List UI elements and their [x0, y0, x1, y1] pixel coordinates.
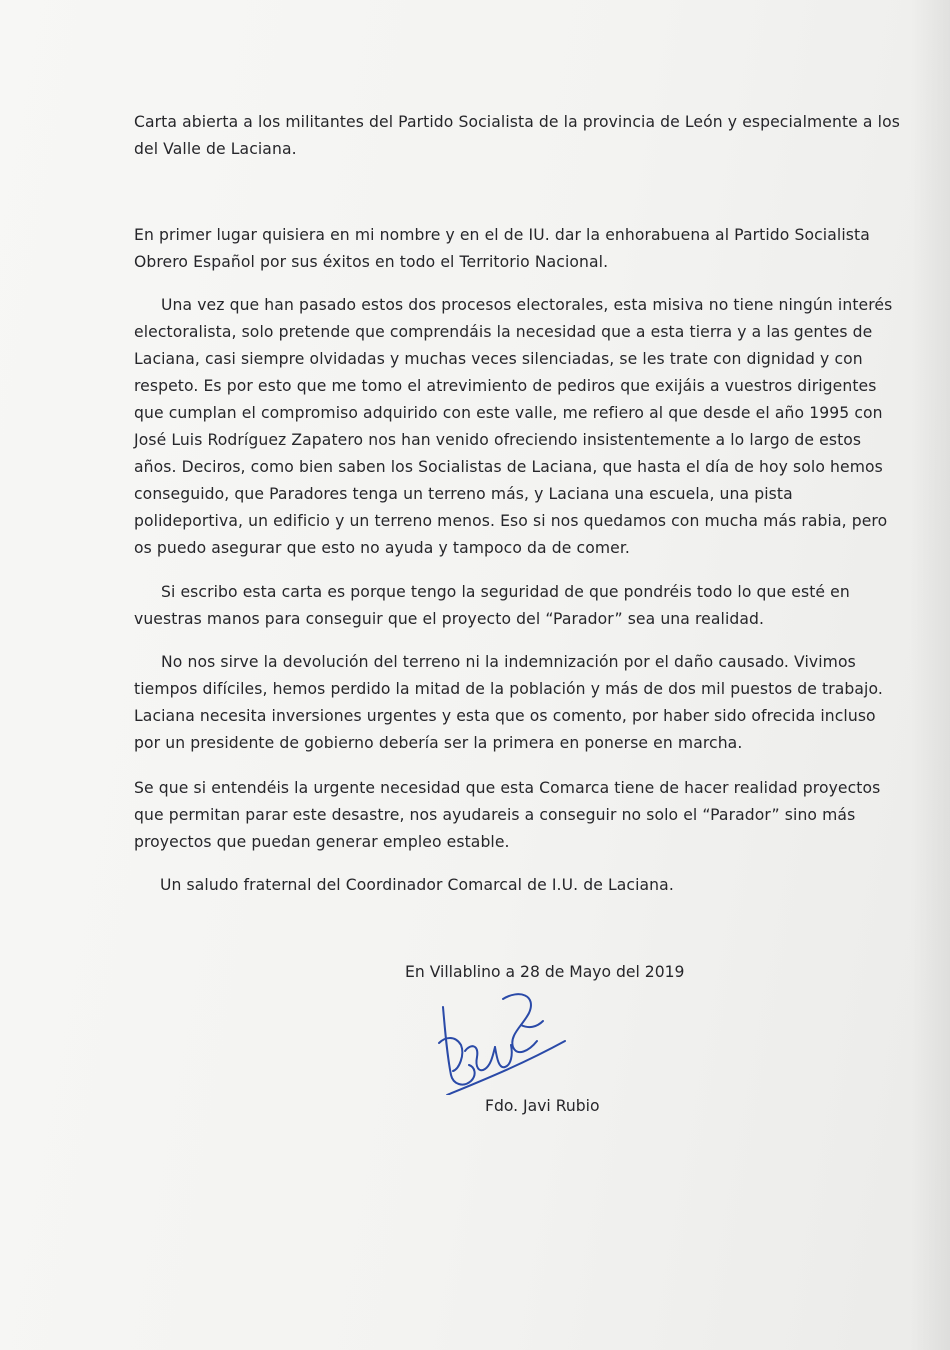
page-shadow	[910, 0, 950, 1350]
paragraph-congratulations: En primer lugar quisiera en mi nombre y en el de IU. dar la enhorabuena al Partido Socialista Obrero Español por sus éxitos en todo el Territorio Nacional.	[134, 226, 870, 271]
handwritten-signature	[425, 985, 575, 1095]
paragraph-greeting: Un saludo fraternal del Coordinador Comarcal de I.U. de Laciana.	[160, 876, 674, 894]
letter-intro: Carta abierta a los militantes del Partido Socialista de la provincia de León y especialmente a los del Valle de Laciana.	[134, 113, 900, 158]
signoff-name: Fdo. Javi Rubio	[485, 1097, 600, 1115]
paragraph-parador: Si escribo esta carta es porque tengo la seguridad de que pondréis todo lo que esté en vuestras manos para conseguir que el proyecto del “Parador” sea una realidad.	[134, 583, 850, 628]
paragraph-investment: No nos sirve la devolución del terreno ni la indemnización por el daño causado. Vivimos tiempos difíciles, hemos perdido la mitad de la población y más de dos mil puestos de trabajo. Laciana necesita inversiones urgentes y esta que os comento, por haber sido ofrecida incluso por un presidente de gobierno debería ser la primera en ponerse en marcha.	[134, 653, 883, 752]
dateline: En Villablino a 28 de Mayo del 2019	[405, 963, 685, 981]
paragraph-urgency: Se que si entendéis la urgente necesidad que esta Comarca tiene de hacer realidad proyectos que permitan parar este desastre, nos ayudareis a conseguir no solo el “Parador” sino más proyectos que puedan generar empleo estable.	[134, 779, 881, 851]
paragraph-request: Una vez que han pasado estos dos procesos electorales, esta misiva no tiene ningún interés electoralista, solo pretende que comprendáis la necesidad que a esta tierra y a las gentes de Laciana, casi siempre olvidadas y muchas veces silenciadas, se les trate con dignidad y con respeto. Es por esto que me tomo el atrevimiento de pediros que exijáis a vuestros dirigentes que cumplan el compromiso adquirido con este valle, me refiero al que desde el año 1995 con José Luis Rodríguez Zapatero nos han venido ofreciendo insistentemente a lo largo de estos años. Deciros, como bien saben los Socialistas de Laciana, que hasta el día de hoy solo hemos conseguido, que Paradores tenga un terreno más, y Laciana una escuela, una pista polideportiva, un edificio y un terreno menos. Eso si nos quedamos con mucha más rabia, pero os puedo asegurar que esto no ayuda y tampoco da de comer.	[134, 296, 893, 557]
